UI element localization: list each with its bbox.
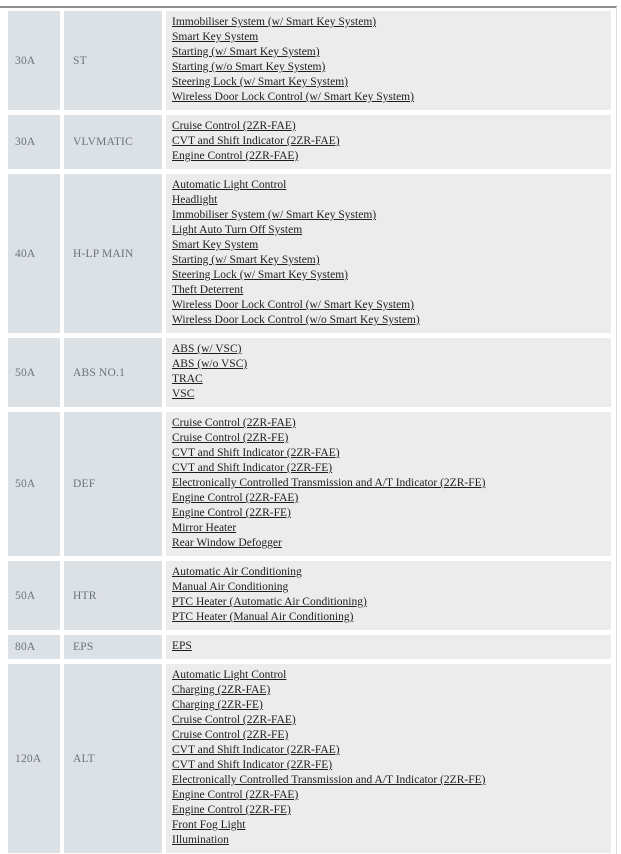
fuse-table-row <box>8 174 611 333</box>
fuse-name-cell <box>64 635 162 659</box>
system-list-item <box>172 178 605 193</box>
system-list-item <box>172 416 605 431</box>
fuse-systems-cell <box>166 412 611 556</box>
system-list-item <box>172 803 605 818</box>
fuse-systems-cell <box>166 664 611 853</box>
system-link[interactable]: Headlight <box>172 194 218 206</box>
system-list-item <box>172 580 605 595</box>
system-list-item <box>172 491 605 506</box>
page-right-edge-rule <box>616 7 617 854</box>
fuse-name: EPS <box>73 641 94 653</box>
system-link-list <box>172 119 605 164</box>
fuse-name-cell <box>64 338 162 407</box>
system-list-item <box>172 506 605 521</box>
system-list-item <box>172 536 605 551</box>
fuse-name: ST <box>73 54 87 67</box>
system-link[interactable]: TRAC <box>172 373 203 385</box>
system-list-item <box>172 283 605 298</box>
system-link[interactable]: Manual Air Conditioning <box>172 581 289 593</box>
fuse-name-cell <box>64 115 162 169</box>
fuse-systems-cell <box>166 338 611 407</box>
system-link[interactable]: Rear Window Defogger <box>172 537 282 549</box>
system-list-item <box>172 298 605 313</box>
fuse-name: ABS NO.1 <box>73 366 126 379</box>
system-link[interactable]: Wireless Door Lock Control (w/ Smart Key System) <box>172 299 414 311</box>
fuse-amperage-cell <box>8 561 60 630</box>
system-list-item <box>172 119 605 134</box>
system-list-item <box>172 743 605 758</box>
system-link[interactable]: EPS <box>172 640 192 652</box>
system-link[interactable]: Starting (w/o Smart Key System) <box>172 61 326 73</box>
system-link[interactable]: Light Auto Turn Off System <box>172 224 303 236</box>
system-link[interactable]: Engine Control (2ZR-FAE) <box>172 492 299 504</box>
system-link[interactable]: Electronically Controlled Transmission and A/T Indicator (2ZR-FE) <box>172 477 486 489</box>
system-list-item <box>172 223 605 238</box>
fuse-name: DEF <box>73 478 96 490</box>
fuse-amperage: 30A <box>15 54 36 67</box>
fuse-amperage: 80A <box>15 641 36 653</box>
fuse-name: ALT <box>73 752 95 765</box>
system-link[interactable]: Cruise Control (2ZR-FAE) <box>172 714 296 726</box>
system-list-item <box>172 15 605 30</box>
system-list-item <box>172 728 605 743</box>
system-link[interactable]: Wireless Door Lock Control (w/o Smart Key System) <box>172 314 420 326</box>
system-list-item <box>172 683 605 698</box>
system-list-item <box>172 208 605 223</box>
system-list-item <box>172 313 605 328</box>
system-link[interactable]: Theft Deterrent <box>172 284 244 296</box>
system-list-item <box>172 30 605 45</box>
fuse-systems-cell <box>166 174 611 333</box>
fuse-table-row <box>8 338 611 407</box>
system-list-item <box>172 833 605 848</box>
fuse-amperage: 50A <box>15 478 36 490</box>
system-list-item <box>172 372 605 387</box>
system-link[interactable]: Starting (w/ Smart Key System) <box>172 254 320 266</box>
fuse-table-row <box>8 561 611 630</box>
system-link[interactable]: Illumination <box>172 834 229 846</box>
system-link[interactable]: VSC <box>172 388 195 400</box>
fuse-amperage-cell <box>8 115 60 169</box>
system-link-list <box>172 668 605 848</box>
system-list-item <box>172 431 605 446</box>
system-list-item <box>172 193 605 208</box>
system-link[interactable]: CVT and Shift Indicator (2ZR-FE) <box>172 759 333 771</box>
fuse-amperage-cell <box>8 174 60 333</box>
system-list-item <box>172 357 605 372</box>
system-link[interactable]: Starting (w/ Smart Key System) <box>172 46 320 58</box>
system-link-list <box>172 639 605 654</box>
system-list-item <box>172 758 605 773</box>
fuse-amperage-cell <box>8 412 60 556</box>
fuse-amperage-cell <box>8 635 60 659</box>
system-list-item <box>172 610 605 625</box>
fuse-amperage: 40A <box>15 247 36 260</box>
system-link[interactable]: Steering Lock (w/ Smart Key System) <box>172 76 348 88</box>
system-list-item <box>172 446 605 461</box>
system-list-item <box>172 342 605 357</box>
system-list-item <box>172 773 605 788</box>
system-link[interactable]: CVT and Shift Indicator (2ZR-FAE) <box>172 447 340 459</box>
system-link[interactable]: Smart Key System <box>172 239 259 251</box>
system-link[interactable]: PTC Heater (Manual Air Conditioning) <box>172 611 354 623</box>
system-link[interactable]: Cruise Control (2ZR-FE) <box>172 432 289 444</box>
system-list-item <box>172 565 605 580</box>
fuse-name-cell <box>64 174 162 333</box>
fuse-table-row <box>8 11 611 110</box>
system-list-item <box>172 788 605 803</box>
system-list-item <box>172 134 605 149</box>
system-link[interactable]: CVT and Shift Indicator (2ZR-FE) <box>172 462 333 474</box>
fuse-table <box>8 11 611 854</box>
fuse-systems-cell <box>166 115 611 169</box>
system-link-list <box>172 416 605 551</box>
system-list-item <box>172 461 605 476</box>
system-list-item <box>172 149 605 164</box>
system-list-item <box>172 253 605 268</box>
fuse-name: VLVMATIC <box>73 136 133 148</box>
system-link[interactable]: Smart Key System <box>172 31 259 43</box>
system-link[interactable]: Immobiliser System (w/ Smart Key System) <box>172 16 377 28</box>
system-link[interactable]: Charging (2ZR-FAE) <box>172 684 271 696</box>
system-link[interactable]: Cruise Control (2ZR-FAE) <box>172 120 296 132</box>
fuse-amperage-cell <box>8 338 60 407</box>
fuse-systems-cell <box>166 561 611 630</box>
fuse-amperage: 30A <box>15 136 36 148</box>
fuse-amperage: 50A <box>15 589 36 602</box>
fuse-systems-cell <box>166 635 611 659</box>
system-link[interactable]: CVT and Shift Indicator (2ZR-FAE) <box>172 744 340 756</box>
fuse-amperage: 50A <box>15 366 36 379</box>
system-link[interactable]: Engine Control (2ZR-FE) <box>172 507 291 519</box>
system-list-item <box>172 387 605 402</box>
system-list-item <box>172 268 605 283</box>
system-link[interactable]: Engine Control (2ZR-FAE) <box>172 789 299 801</box>
fuse-table-row <box>8 115 611 169</box>
system-list-item <box>172 639 605 654</box>
system-list-item <box>172 476 605 491</box>
system-link[interactable]: Cruise Control (2ZR-FAE) <box>172 417 296 429</box>
system-link[interactable]: Wireless Door Lock Control (w/ Smart Key System) <box>172 91 414 103</box>
system-list-item <box>172 90 605 105</box>
system-link[interactable]: Automatic Air Conditioning <box>172 566 302 578</box>
system-link[interactable]: Charging (2ZR-FE) <box>172 699 263 711</box>
fuse-name: H-LP MAIN <box>73 247 134 260</box>
fuse-systems-cell <box>166 11 611 110</box>
fuse-table-row <box>8 664 611 853</box>
fuse-amperage-cell <box>8 664 60 853</box>
fuse-table-row <box>8 412 611 556</box>
fuse-table-row <box>8 635 611 659</box>
system-link[interactable]: Immobiliser System (w/ Smart Key System) <box>172 209 377 221</box>
system-link[interactable]: Automatic Light Control <box>172 179 287 191</box>
system-list-item <box>172 238 605 253</box>
system-link-list <box>172 15 605 105</box>
system-link[interactable]: ABS (w/ VSC) <box>172 343 242 355</box>
fuse-name-cell <box>64 11 162 110</box>
fuse-name-cell <box>64 664 162 853</box>
system-list-item <box>172 713 605 728</box>
system-link[interactable]: PTC Heater (Automatic Air Conditioning) <box>172 596 367 608</box>
system-list-item <box>172 595 605 610</box>
system-link[interactable]: ABS (w/o VSC) <box>172 358 248 370</box>
top-horizontal-rule <box>0 6 617 8</box>
system-link[interactable]: Electronically Controlled Transmission and A/T Indicator (2ZR-FE) <box>172 774 486 786</box>
system-link[interactable]: Cruise Control (2ZR-FE) <box>172 729 289 741</box>
system-link[interactable]: Engine Control (2ZR-FAE) <box>172 150 299 162</box>
system-list-item <box>172 698 605 713</box>
system-list-item <box>172 668 605 683</box>
system-link-list <box>172 565 605 625</box>
system-link-list <box>172 178 605 328</box>
fuse-name: HTR <box>73 589 97 602</box>
system-link[interactable]: Front Fog Light <box>172 819 246 831</box>
fuse-amperage: 120A <box>15 752 42 765</box>
fuse-amperage-cell <box>8 11 60 110</box>
fuse-name-cell <box>64 561 162 630</box>
fuse-name-cell <box>64 412 162 556</box>
system-link-list <box>172 342 605 402</box>
system-link[interactable]: CVT and Shift Indicator (2ZR-FAE) <box>172 135 340 147</box>
system-list-item <box>172 45 605 60</box>
system-list-item <box>172 521 605 536</box>
system-link[interactable]: Steering Lock (w/ Smart Key System) <box>172 269 348 281</box>
system-list-item <box>172 60 605 75</box>
system-link[interactable]: Mirror Heater <box>172 522 237 534</box>
system-list-item <box>172 75 605 90</box>
system-link[interactable]: Automatic Light Control <box>172 669 287 681</box>
system-link[interactable]: Engine Control (2ZR-FE) <box>172 804 291 816</box>
system-list-item <box>172 818 605 833</box>
